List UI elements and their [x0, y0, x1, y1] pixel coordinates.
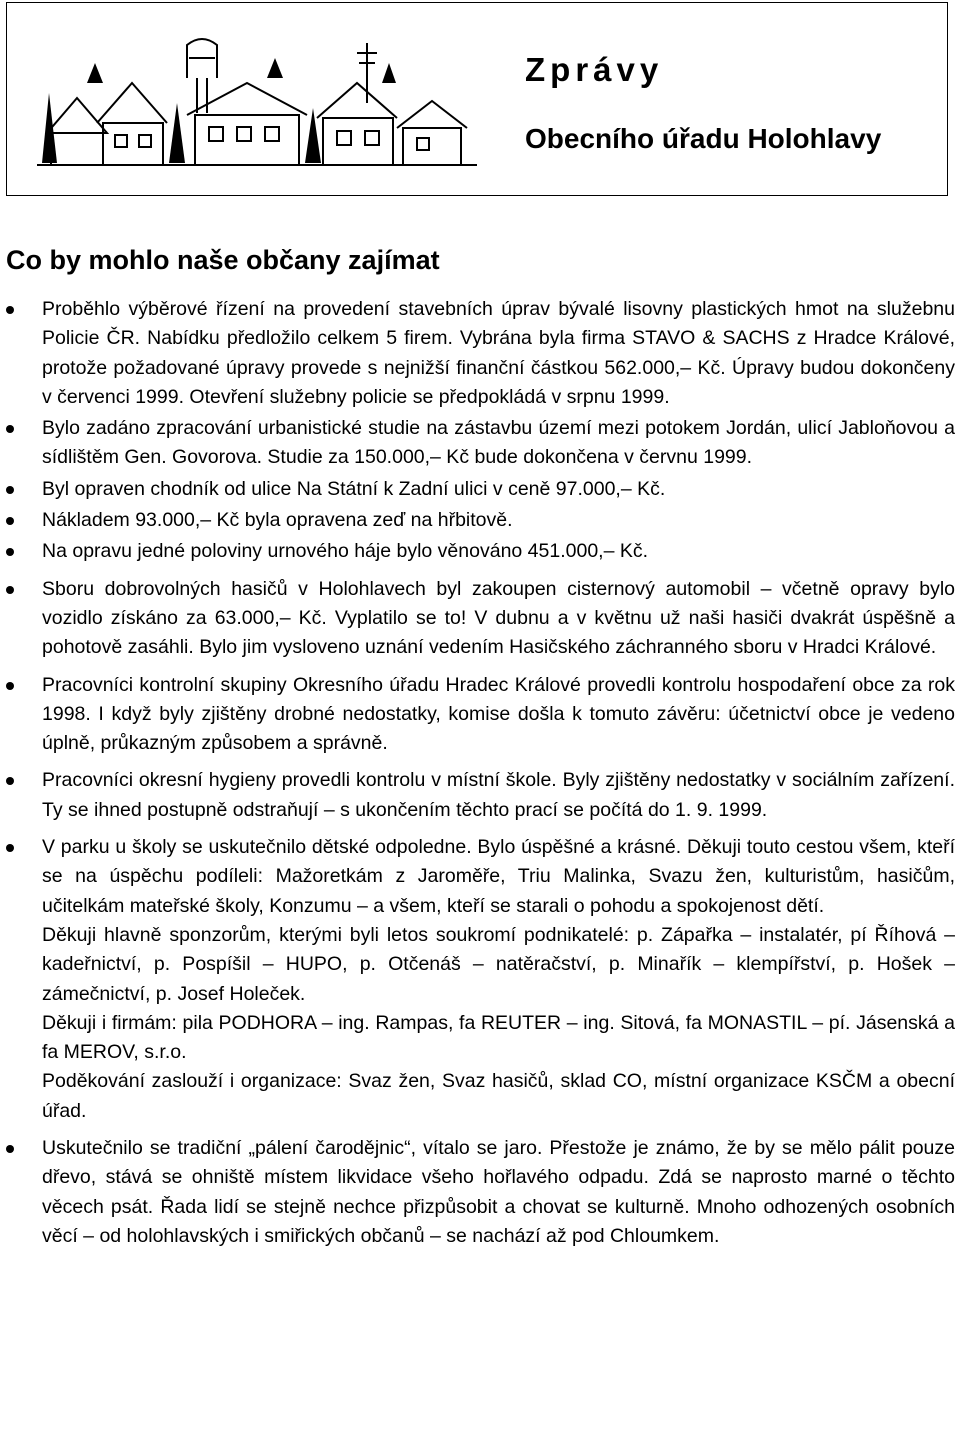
news-item [0, 833, 960, 1126]
news-paragraph: Pracovníci kontrolní skupiny Okresního úřadu Hradec Králové provedli kontrolu hospodaření obce za rok 1998. I když byly zjištěny drobné nedostatky, komise došla k tomuto závěru: účetnictví obce je vedeno úplně, průkazným způsobem a správně. [42, 673, 955, 755]
news-item [0, 414, 960, 473]
bullet-icon [6, 1145, 14, 1153]
masthead [6, 2, 948, 196]
bullet-icon [6, 777, 14, 785]
news-paragraph: Poděkování zaslouží i organizace: Svaz žen, Svaz hasičů, sklad CO, místní organizace KSČM a obecní úřad. [42, 1070, 955, 1122]
news-item [0, 506, 960, 535]
bullet-icon [6, 425, 14, 433]
news-item [0, 575, 960, 663]
news-paragraph: Proběhlo výběrové řízení na provedení stavebních úprav bývalé lisovny plastických hmot na služebnu Policie ČR. Nabídku předložilo celkem 5 firem. Vybrána byla firma STAVO & SACHS z Hradce Králové, protože požadované úpravy provede s nejnižší finanční částkou 562.000,– Kč. Úpravy budou dokončeny v červenci 1999. Otevření služebny policie se předpokládá v srpnu 1999. [42, 298, 955, 408]
news-paragraph: Byl opraven chodník od ulice Na Státní k Zadní ulici v ceně 97.000,– Kč. [42, 477, 666, 500]
bullet-icon [6, 486, 14, 494]
news-paragraph: Uskutečnilo se tradiční „pálení čarodějnic“, vítalo se jaro. Přestože je známo, že by se mělo pálit pouze dřevo, stává se ohniště místem likvidace všeho hořlavého odpadu. Zdá se naprosto marné o těchto věcech psát. Řada lidí se stejně nechce přizpůsobit a chovat se kulturně. Mnoho odhozených osobních věcí – od holohlavských i smiřických občanů – se nachází až pod Chloumkem. [42, 1137, 955, 1247]
newsletter-title: Zprávy [525, 51, 664, 88]
bullet-icon [6, 548, 14, 556]
village-drawing-logo [37, 23, 477, 173]
bullet-icon [6, 517, 14, 525]
news-paragraph: Bylo zadáno zpracování urbanistické studie na zástavbu území mezi potokem Jordán, ulicí Jabloňovou a sídlištěm Gen. Govorova. Studie za 150.000,– Kč bude dokončena v červnu 1999. [42, 417, 955, 469]
news-item [0, 475, 960, 504]
bullet-icon [6, 682, 14, 690]
bullet-icon [6, 586, 14, 594]
news-paragraph: Sboru dobrovolných hasičů v Holohlavech byl zakoupen cisternový automobil – včetně opravy bylo vozidlo získáno za 63.000,– Kč. Vyplatilo se to! V dubnu a v květnu už naši hasiči dvakrát úspěšně a pohotově zasáhli. Bylo jim vysloveno uznání vedením Hasičského záchranného sboru v Hradci Králové. [42, 577, 955, 659]
news-paragraph: V parku u školy se uskutečnilo dětské odpoledne. Bylo úspěšné a krásné. Děkuji touto cestou všem, kteří se na úspěchu podíleli: Mažoretkám z Jaroměře, Triu Malinka, Svazu žen, kulturistům, hasičům, učitelkám mateřské školy, Konzumu – a všem, kteří se starali o pohodu a spokojenost dětí. [42, 836, 955, 917]
bullet-icon [6, 306, 14, 314]
bullet-icon [6, 844, 14, 852]
news-paragraph: Děkuji hlavně sponzorům, kterými byli letos soukromí podnikatelé: p. Zápařka – instalatér, pí Říhová – kadeřnictví, p. Pospíšil – HUPO, p. Otčenáš – natěračství, p. Minařík – klempířství, p. Hošek – zámečnictví, p. Josef Holeček. [42, 923, 955, 1005]
news-paragraph: Nákladem 93.000,– Kč byla opravena zeď na hřbitově. [42, 509, 513, 532]
news-item [0, 671, 960, 759]
news-paragraph: Na opravu jedné poloviny urnového háje bylo věnováno 451.000,– Kč. [42, 540, 649, 563]
news-item [0, 537, 960, 566]
news-item [0, 295, 960, 412]
news-paragraph: Děkuji i firmám: pila PODHORA – ing. Rampas, fa REUTER – ing. Sitová, fa MONASTIL – pí. Jásenská a fa MEROV, s.r.o. [42, 1011, 955, 1064]
section-heading: Co by mohlo naše občany zajímat [6, 245, 440, 275]
newsletter-subtitle: Obecního úřadu Holohlavy [525, 123, 882, 154]
news-item [0, 1134, 960, 1251]
news-list [0, 295, 960, 1253]
news-paragraph: Pracovníci okresní hygieny provedli kontrolu v místní škole. Byly zjištěny nedostatky v sociálním zařízení. Ty se ihned postupně odstraňují – s ukončením těchto prací se počítá do 1. 9. 1999. [42, 769, 955, 821]
news-item [0, 766, 960, 825]
